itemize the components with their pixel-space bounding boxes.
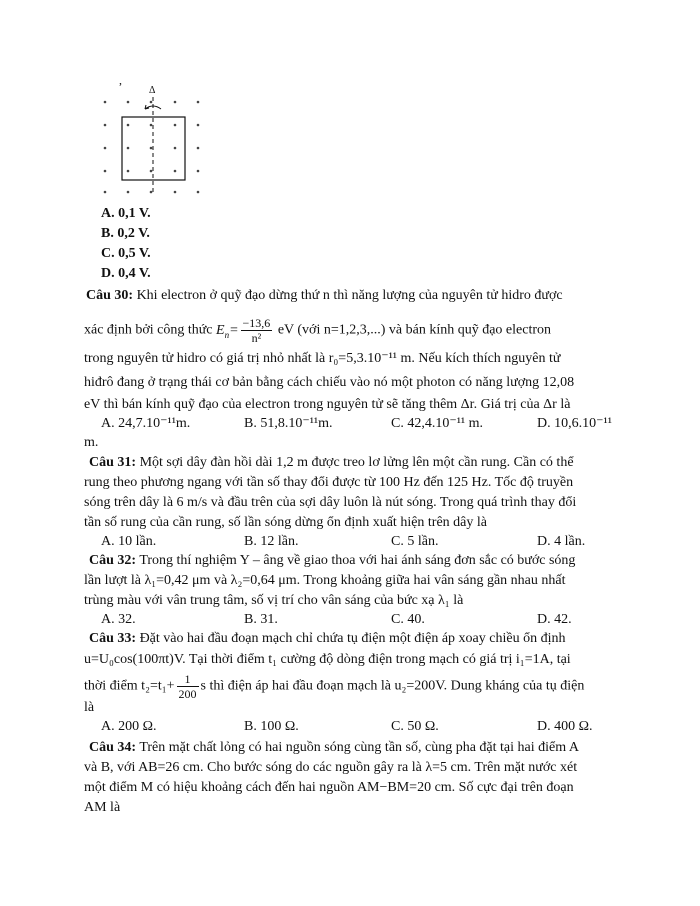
q31-option-a-text: A. 10 lần. bbox=[101, 534, 157, 549]
q33-option-a bbox=[101, 719, 157, 735]
q31-text-1: Một sợi dây đàn hồi dài 1,2 m được treo lơ lửng lên một cần rung. Cần có thể bbox=[139, 455, 574, 470]
q30-option-b-text: B. 51,8.10⁻¹¹m. bbox=[244, 416, 333, 431]
q31-number: Câu 31: bbox=[89, 455, 137, 470]
q33-text-3b: s thì điện áp hai đầu đoạn mạch là u₂=200V. Dung kháng của tụ điện bbox=[200, 678, 585, 694]
q30-option-c bbox=[391, 415, 483, 432]
q29-option-b-text: B. 0,2 V. bbox=[101, 226, 150, 241]
q31-text-2: rung theo phương ngang với tần số thay đổi được từ 100 Hz đến 125 Hz. Tốc độ truyền bbox=[84, 475, 574, 490]
q33-text-1: Đặt vào hai đầu đoạn mạch chỉ chứa tụ điện một điện áp xoay chiều ổn định bbox=[139, 631, 566, 646]
q29-option-c-text: C. 0,5 V. bbox=[101, 246, 151, 261]
q32-option-d bbox=[537, 612, 572, 628]
q30-text-3: trong nguyên tử hidro có giá trị nhỏ nhất là r₀=5,3.10⁻¹¹ m. Nếu kích thích nguyên tử bbox=[84, 351, 561, 366]
q29-option-d-text: D. 0,4 V. bbox=[101, 266, 151, 281]
q33-fraction-den: 200 bbox=[178, 687, 197, 701]
q30-option-d bbox=[537, 415, 612, 432]
loop-figure bbox=[95, 75, 215, 200]
q34-text-3: một điểm M có hiệu khoảng cách đến hai nguồn AM−BM=20 cm. Số cực đại trên đoạn bbox=[84, 780, 574, 795]
q32-option-b bbox=[244, 612, 278, 628]
q32-option-c-text: C. 40. bbox=[391, 612, 425, 627]
q30-tail bbox=[84, 434, 98, 452]
q32-number: Câu 32: bbox=[89, 553, 137, 568]
q33-text-3a: thời điểm t₂=t₁+ bbox=[84, 678, 175, 694]
q29-option-c bbox=[101, 245, 151, 263]
q34-line-3 bbox=[84, 779, 574, 797]
q30-formula-den: n² bbox=[251, 331, 262, 345]
q30-option-d-text: D. 10,6.10⁻¹¹ bbox=[537, 416, 612, 431]
q30-line-3 bbox=[84, 350, 561, 368]
q33-option-d bbox=[537, 719, 593, 735]
q31-line-2 bbox=[84, 474, 573, 492]
q30-number: Câu 30: bbox=[86, 288, 134, 303]
q31-text-4: tần số rung của cần rung, số lần sóng dừng ổn định xuất hiện trên dây là bbox=[84, 515, 487, 530]
q34-number: Câu 34: bbox=[89, 740, 137, 755]
q33-option-b-text: B. 100 Ω. bbox=[244, 719, 299, 734]
q30-text-5: eV thì bán kính quỹ đạo của electron trong nguyên tử sẽ tăng thêm Δr. Giá trị của Δr là bbox=[84, 397, 571, 412]
q32-option-a bbox=[101, 612, 136, 628]
axis-label: Δ bbox=[149, 85, 156, 96]
q30-line-5 bbox=[84, 396, 570, 414]
q34-line-2 bbox=[84, 759, 577, 777]
q31-option-b bbox=[244, 534, 298, 550]
q32-option-a-text: A. 32. bbox=[101, 612, 136, 627]
q34-line-4 bbox=[84, 799, 120, 817]
q33-fraction-num: 1 bbox=[177, 672, 199, 687]
q33-option-d-text: D. 400 Ω. bbox=[537, 719, 593, 734]
q33-option-c-text: C. 50 Ω. bbox=[391, 719, 439, 734]
q30-option-a-text: A. 24,7.10⁻¹¹m. bbox=[101, 416, 191, 431]
q33-line-2 bbox=[84, 651, 571, 669]
q30-option-a bbox=[101, 415, 190, 432]
q31-option-c bbox=[391, 534, 438, 550]
q31-line-1 bbox=[89, 454, 574, 472]
q30-option-c-text: C. 42,4.10⁻¹¹ m. bbox=[391, 416, 484, 431]
q32-line-1 bbox=[89, 552, 575, 570]
q30-line-4 bbox=[84, 374, 574, 392]
q30-option-b bbox=[244, 415, 333, 432]
q33-text-4: là bbox=[84, 700, 95, 715]
q32-text-2: lần lượt là λ₁=0,42 μm và λ₂=0,64 μm. Trong khoảng giữa hai vân sáng gần nhau nhất bbox=[84, 573, 566, 588]
q32-text-3: trùng màu với vân trung tâm, số vị trí cho vân sáng của bức xạ λ₁ là bbox=[84, 593, 464, 608]
q31-option-d bbox=[537, 534, 585, 550]
q30-text-4: hiđrô đang ở trạng thái cơ bản bằng cách chiếu vào nó một photon có năng lượng 12,08 bbox=[84, 375, 575, 390]
q33-time-fraction bbox=[177, 672, 199, 701]
q30-text-2b: eV (với n=1,2,3,...) và bán kính quỹ đạo electron bbox=[277, 322, 552, 338]
q30-text-1: Khi electron ở quỹ đạo dừng thứ n thì năng lượng của nguyên tử hidro được bbox=[136, 288, 563, 303]
q33-line-1 bbox=[89, 630, 565, 648]
q34-text-1: Trên mặt chất lỏng có hai nguồn sóng cùng tần số, cùng pha đặt tại hai điểm A bbox=[139, 740, 579, 755]
q31-option-a bbox=[101, 534, 156, 550]
q31-text-3: sóng trên dây là 6 m/s và đầu trên của sợi dây luôn là nút sóng. Trong quá trình thay đổi bbox=[84, 495, 577, 510]
q33-line-4 bbox=[84, 699, 94, 717]
q32-option-c bbox=[391, 612, 425, 628]
q29-option-d bbox=[101, 265, 151, 283]
q32-option-b-text: B. 31. bbox=[244, 612, 278, 627]
q33-option-c bbox=[391, 719, 439, 735]
q33-text-2: u=U₀cos(100πt)V. Tại thời điểm t₁ cường độ dòng điện trong mạch có giá trị i₁=1A, tại bbox=[84, 652, 571, 667]
q33-option-a-text: A. 200 Ω. bbox=[101, 719, 157, 734]
q30-tail-text: m. bbox=[84, 435, 99, 450]
q31-line-4 bbox=[84, 514, 487, 532]
q31-line-3 bbox=[84, 494, 576, 512]
q30-formula bbox=[241, 316, 273, 345]
q29-option-b bbox=[101, 225, 150, 243]
q29-option-a-text: A. 0,1 V. bbox=[101, 206, 151, 221]
q29-option-a bbox=[101, 205, 151, 223]
q34-text-2: và B, với AB=26 cm. Cho bước sóng do các nguồn gây ra là λ=5 cm. Trên mặt nước xét bbox=[84, 760, 578, 775]
q31-option-c-text: C. 5 lần. bbox=[391, 534, 439, 549]
q30-text-2a: xác định bởi công thức bbox=[84, 322, 213, 338]
q34-text-4: AM là bbox=[84, 800, 121, 815]
q31-option-b-text: B. 12 lần. bbox=[244, 534, 299, 549]
q32-line-3 bbox=[84, 592, 463, 610]
q32-text-1: Trong thí nghiệm Y – âng về giao thoa với hai ánh sáng đơn sắc có bước sóng bbox=[139, 553, 576, 568]
q33-option-b bbox=[244, 719, 299, 735]
q32-line-2 bbox=[84, 572, 566, 590]
q33-line-3 bbox=[84, 672, 584, 701]
q30-formula-num: −13,6 bbox=[242, 316, 271, 330]
q30-line-1 bbox=[86, 287, 563, 305]
q34-line-1 bbox=[89, 739, 579, 757]
q32-option-d-text: D. 42. bbox=[537, 612, 572, 627]
figure-top-mark: , bbox=[119, 73, 122, 87]
q30-line-2 bbox=[84, 316, 551, 345]
q30-energy-symbol: $E_n=$ bbox=[216, 322, 239, 340]
q33-number: Câu 33: bbox=[89, 631, 137, 646]
q31-option-d-text: D. 4 lần. bbox=[537, 534, 586, 549]
